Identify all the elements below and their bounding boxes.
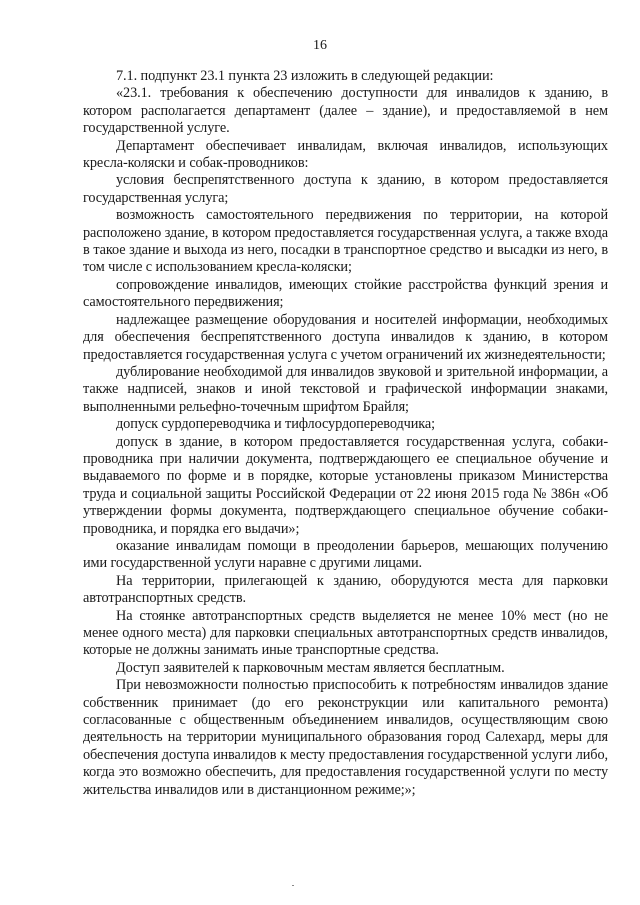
- scan-speck: [292, 885, 294, 886]
- paragraph-duplication: дублирование необходимой для инвалидов звуковой и зрительной информации, а также надписей, знаков и иной текстовой и графической информации знаками, выполненными рельефно-точечным шрифтом Брайля;: [83, 363, 608, 415]
- paragraph-owner-measures: При невозможности полностью приспособить к потребностям инвалидов здание собственник принимает (до его реконструкции или капитального ремонта) согласованные с общественным объединением инвалидов, осуществляющим свою деятельность на территории муниципального образования город Салехард, меры для обеспечения доступа инвалидов к месту предоставления государственной услуги либо, когда это возможно обеспечить, для предоставления государственной услуги по месту жительства инвалидов или в дистанционном режиме;»;: [83, 677, 608, 798]
- paragraph-sign-interpreter: допуск сурдопереводчика и тифлосурдопереводчика;: [116, 416, 436, 433]
- paragraph-parking-quota: На стоянке автотранспортных средств выделяется не менее 10% мест (но не менее одного места) для парковки специальных автотранспортных средств инвалидов, которые не должны занимать иные транспортные средства.: [83, 607, 608, 659]
- page-number: 16: [313, 38, 327, 53]
- paragraph-guide-dog: допуск в здание, в котором предоставляется государственная услуга, собаки-проводника при наличии документа, подтверждающего ее специальное обучение и выдаваемого по форме и в порядке, которые установлены приказом Министерства труда и социальной защиты Российской Федерации от 22 июня 2015 года № 386н «Об утверждении формы документа, подтверждающего специальное обучение собаки-проводника, и порядка его выдачи»;: [83, 433, 608, 537]
- document-body: [83, 68, 608, 799]
- paragraph-equipment-placement: надлежащее размещение оборудования и носителей информации, необходимых для обеспечения беспрепятственного доступа инвалидов к зданию, в котором предоставляется государственная услуга с учетом ограничений их жизнедеятельности;: [83, 311, 608, 363]
- paragraph-amendment-intro: 7.1. подпункт 23.1 пункта 23 изложить в следующей редакции:: [116, 68, 494, 84]
- paragraph-department-provides: Департамент обеспечивает инвалидам, включая инвалидов, использующих кресла-коляски и собак-проводников:: [83, 137, 608, 172]
- paragraph-23-1-heading: «23.1. требования к обеспечению доступности для инвалидов к зданию, в котором располагается департамент (далее – здание), и предоставляемой в нем государственной услуге.: [83, 85, 608, 137]
- paragraph-parking-territory: На территории, прилегающей к зданию, оборудуются места для парковки автотранспортных средств.: [83, 572, 608, 607]
- paragraph-parking-free: Доступ заявителей к парковочным местам является бесплатным.: [116, 659, 505, 676]
- paragraph-escort: сопровождение инвалидов, имеющих стойкие расстройства функций зрения и самостоятельного передвижения;: [83, 276, 608, 311]
- paragraph-independent-movement: возможность самостоятельного передвижения по территории, на которой расположено здание, в котором предоставляется государственная услуга, а также входа в такое здание и выхода из него, посадки в транспортное средство и высадки из него, в том числе с использованием кресла-коляски;: [83, 207, 608, 276]
- paragraph-barrier-free-access: условия беспрепятственного доступа к зданию, в котором предоставляется государственная услуга;: [83, 172, 608, 206]
- paragraph-assistance: оказание инвалидам помощи в преодолении барьеров, мешающих получению ими государственной услуги наравне с другими лицами.: [83, 537, 608, 572]
